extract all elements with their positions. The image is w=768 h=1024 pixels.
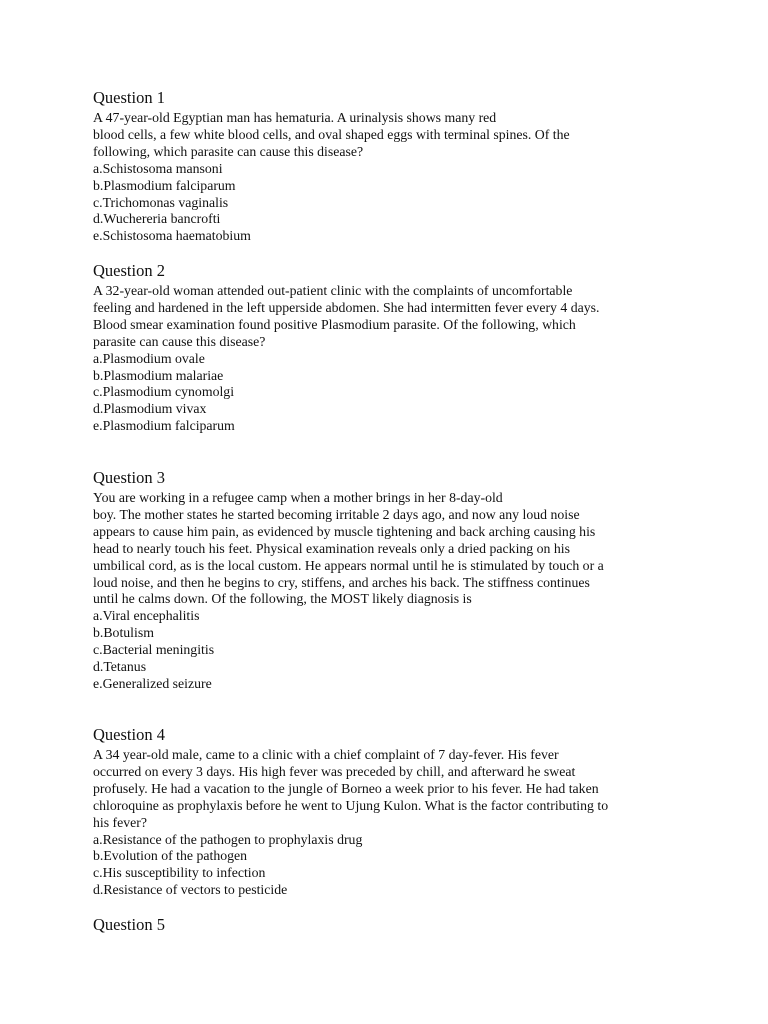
answer-option: d.Resistance of vectors to pesticide	[93, 882, 288, 898]
question-stem-line: profusely. He had a vacation to the jungle of Borneo a week prior to his fever. He had taken	[93, 780, 599, 796]
answer-option: c.His susceptibility to infection	[93, 865, 266, 881]
question-title: Question 2	[93, 261, 165, 280]
answer-option: c.Trichomonas vaginalis	[93, 194, 229, 210]
question-title: Question 4	[93, 725, 165, 744]
answer-option: c.Bacterial meningitis	[93, 642, 215, 658]
question-4	[93, 725, 693, 899]
answer-option: d.Wuchereria bancrofti	[93, 211, 221, 227]
answer-option: c.Plasmodium cynomolgi	[93, 384, 235, 400]
question-stem-line: Blood smear examination found positive Plasmodium parasite. Of the following, which	[93, 316, 576, 332]
question-3	[93, 468, 693, 693]
answer-option: d.Plasmodium vivax	[93, 401, 207, 417]
question-title: Question 3	[93, 468, 165, 487]
answer-option: a.Resistance of the pathogen to prophylaxis drug	[93, 831, 363, 847]
question-stem-line: occurred on every 3 days. His high fever was preceded by chill, and afterward he sweat	[93, 763, 576, 779]
answer-option: a.Schistosoma mansoni	[93, 160, 223, 176]
question-stem-line: You are working in a refugee camp when a mother brings in her 8-day-old	[93, 490, 503, 505]
question-stem-line: feeling and hardened in the left upperside abdomen. She had intermitten fever every 4 days.	[93, 299, 600, 315]
answer-option: a.Plasmodium ovale	[93, 350, 205, 366]
question-title: Question 5	[93, 915, 165, 934]
question-title: Question 1	[93, 88, 165, 107]
answer-option: b.Plasmodium malariae	[93, 367, 224, 383]
answer-option: b.Botulism	[93, 625, 154, 641]
answer-option: b.Evolution of the pathogen	[93, 848, 248, 864]
answer-option: a.Viral encephalitis	[93, 608, 200, 624]
question-stem-line: chloroquine as prophylaxis before he went to Ujung Kulon. What is the factor contributing to	[93, 797, 609, 813]
question-5	[93, 915, 693, 937]
question-stem-line: blood cells, a few white blood cells, and oval shaped eggs with terminal spines. Of the	[93, 126, 570, 142]
question-stem-line: umbilical cord, as is the local custom. He appears normal until he is stimulated by touch or a	[93, 557, 604, 573]
question-1	[93, 88, 693, 245]
question-stem-line: until he calms down. Of the following, the MOST likely diagnosis is	[93, 591, 472, 607]
question-2	[93, 261, 693, 435]
question-stem-line: parasite can cause this disease?	[93, 333, 266, 349]
answer-option: e.Generalized seizure	[93, 675, 212, 691]
question-stem-line: A 47-year-old Egyptian man has hematuria. A urinalysis shows many red	[93, 110, 497, 125]
question-stem-line: boy. The mother states he started becoming irritable 2 days ago, and now any loud noise	[93, 506, 580, 522]
answer-option: e.Plasmodium falciparum	[93, 418, 235, 434]
question-stem-line: appears to cause him pain, as evidenced by muscle tightening and back arching causing his	[93, 523, 596, 539]
answer-option: d.Tetanus	[93, 659, 147, 675]
answer-option: b.Plasmodium falciparum	[93, 177, 236, 193]
question-stem-line: A 34 year-old male, came to a clinic with a chief complaint of 7 day-fever. His fever	[93, 747, 559, 762]
question-stem-line: head to nearly touch his feet. Physical examination reveals only a dried packing on his	[93, 540, 571, 556]
answer-option: e.Schistosoma haematobium	[93, 228, 251, 244]
question-stem-line: A 32-year-old woman attended out-patient clinic with the complaints of uncomfortable	[93, 283, 573, 298]
question-stem-line: following, which parasite can cause this disease?	[93, 143, 364, 159]
question-stem-line: loud noise, and then he begins to cry, stiffens, and arches his back. The stiffness continues	[93, 574, 590, 590]
question-stem-line: his fever?	[93, 814, 148, 830]
